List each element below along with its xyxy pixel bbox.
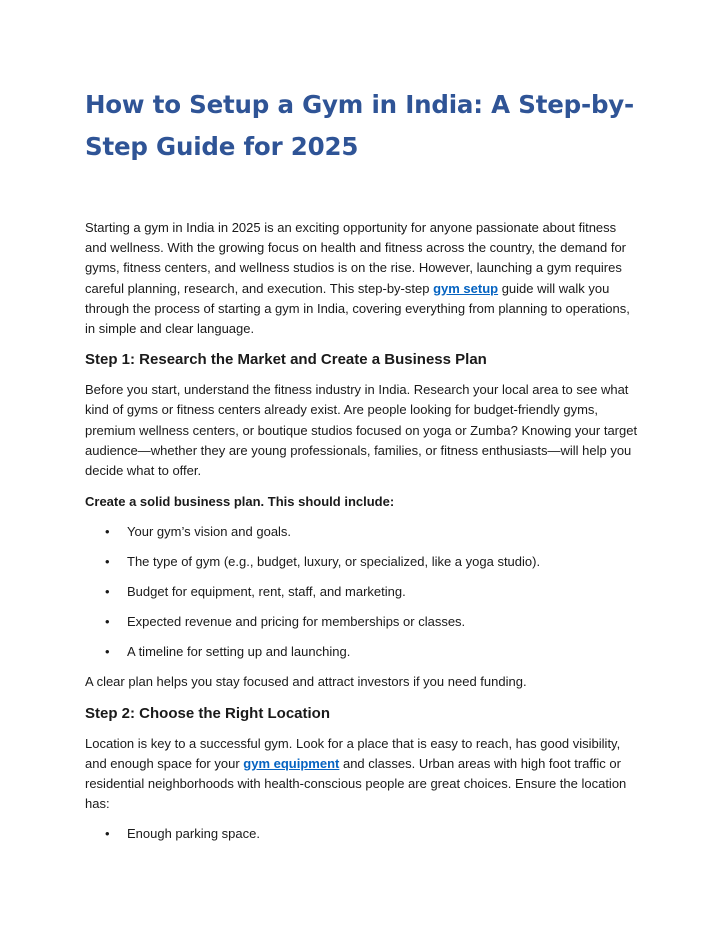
- bullet-icon: •: [105, 644, 110, 660]
- list-item: [85, 612, 640, 632]
- list-item: [85, 582, 640, 602]
- step2-text-before-link: Location is key to a successful gym. Look for a place that is easy to reach, has good visibility, and enough space for your: [85, 735, 621, 771]
- list-item: [85, 642, 640, 662]
- list-item-text: Expected revenue and pricing for memberships or classes.: [127, 614, 466, 630]
- step1-paragraph: Before you start, understand the fitness industry in India. Research your local area to see what kind of gyms or fitness centers already exist. Are people looking for budget-friendly gyms, premium wellness centers, or boutique studios focused on yoga or Zumba? Knowing your target audience—whether they are young professionals, families, or fitness enthusiasts—will help you decide what to offer.: [85, 382, 638, 479]
- list-item-text: A timeline for setting up and launching.: [127, 644, 351, 660]
- list-item-text: The type of gym (e.g., budget, luxury, or specialized, like a yoga studio).: [127, 554, 541, 570]
- step1-closing-text: A clear plan helps you stay focused and attract investors if you need funding.: [85, 674, 527, 690]
- step1-lead-text: Create a solid business plan. This should include:: [85, 494, 395, 510]
- bullet-icon: •: [105, 614, 110, 630]
- step2-paragraph: [85, 734, 640, 815]
- gym-equipment-link[interactable]: gym equipment: [243, 755, 340, 771]
- gym-setup-link[interactable]: gym setup: [433, 280, 499, 296]
- page-title: How to Setup a Gym in India: A Step-by-Step Guide for 2025: [85, 90, 635, 161]
- step2-text-after-link: and classes. Urban areas with high foot traffic or residential neighborhoods with health-conscious people are great choices. Ensure the location has:: [85, 755, 627, 812]
- step1-bullet-list: [85, 522, 640, 662]
- step2-heading: Step 2: Choose the Right Location: [85, 704, 331, 722]
- bullet-icon: •: [105, 554, 110, 570]
- step1-heading: Step 1: Research the Market and Create a Business Plan: [85, 351, 487, 369]
- bullet-icon: •: [105, 584, 110, 600]
- list-item-text: Enough parking space.: [127, 826, 260, 842]
- step2-bullet-list: [85, 824, 640, 844]
- intro-text-before-link: Starting a gym in India in 2025 is an exciting opportunity for anyone passionate about fitness and wellness. With the growing focus on health and fitness across the country, the demand for gyms, fitness centers, and wellness studios is on the rise. However, launching a gym requires careful planning, research, and execution. This step-by-step: [85, 220, 627, 296]
- list-item: [85, 522, 640, 542]
- intro-text-after-link: guide will walk you through the process of starting a gym in India, covering everything from planning to operations, in simple and clear language.: [85, 280, 630, 337]
- list-item: [85, 552, 640, 572]
- bullet-icon: •: [105, 524, 110, 540]
- list-item: [85, 824, 640, 844]
- list-item-text: Budget for equipment, rent, staff, and marketing.: [127, 584, 406, 600]
- document-page: [85, 84, 640, 854]
- intro-paragraph: [85, 218, 640, 339]
- bullet-icon: •: [105, 826, 110, 842]
- list-item-text: Your gym’s vision and goals.: [127, 524, 292, 540]
